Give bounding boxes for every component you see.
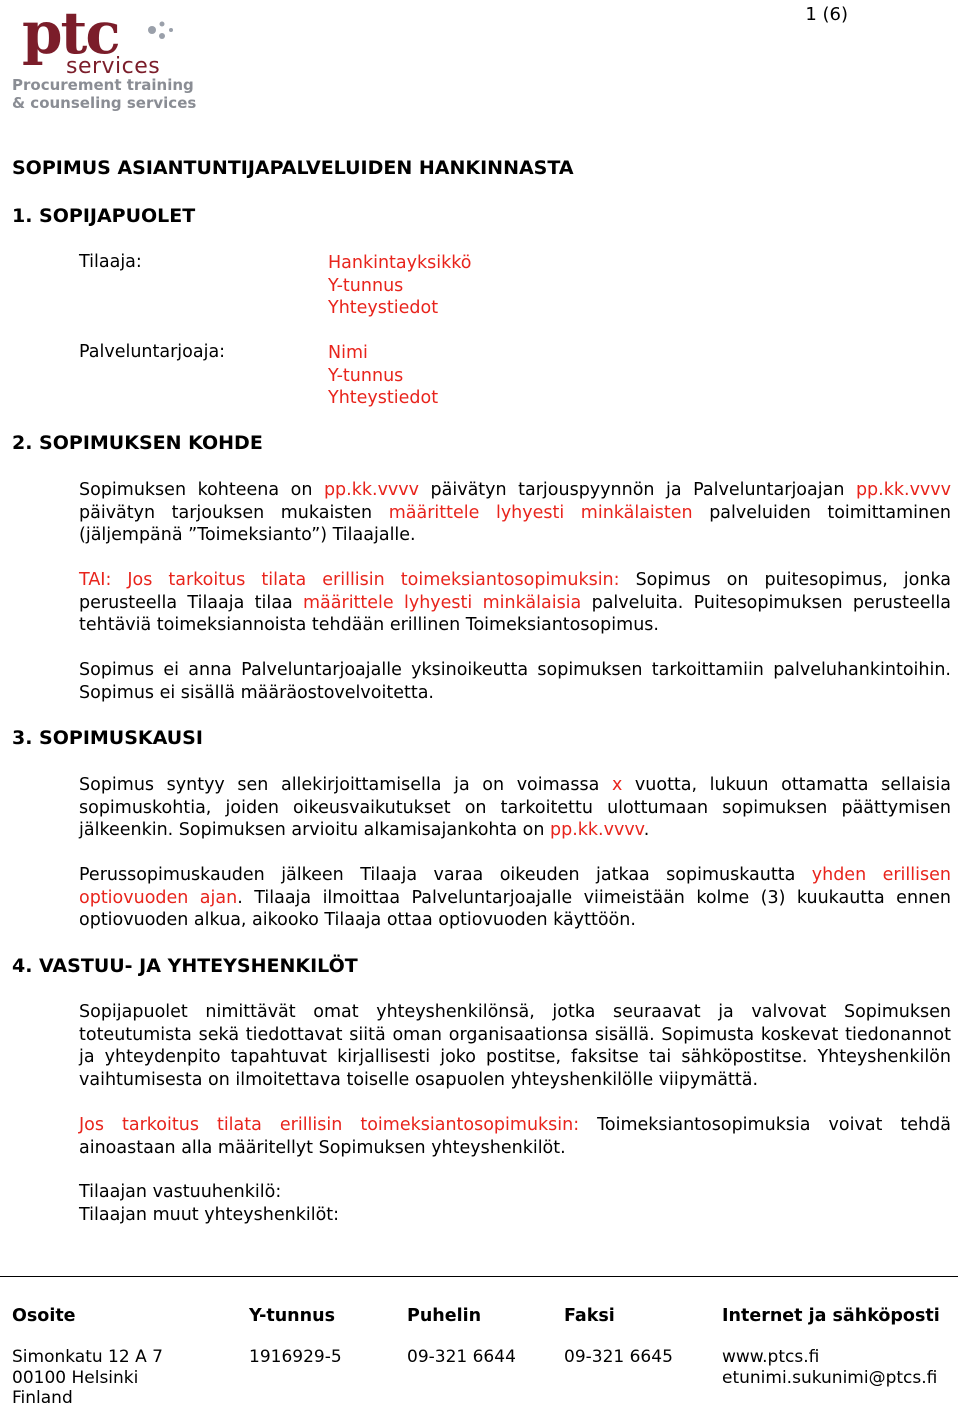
placeholder-text: määrittele lyhyesti minkälaisia: [303, 592, 582, 613]
footer-email-link[interactable]: etunimi.sukunimi@ptcs.fi: [722, 1367, 938, 1388]
logo-subtitle: services: [66, 54, 161, 79]
placeholder-date: pp.kk.vvvv: [323, 480, 419, 500]
placeholder-date: pp.kk.vvvv: [550, 820, 644, 840]
tilaaja-label: Tilaaja:: [79, 252, 142, 272]
text: päivätyn tarjouksen mukaisten: [79, 502, 389, 523]
palveluntarjoaja-value: Y-tunnus: [328, 365, 404, 386]
section-2-paragraph-2: [79, 569, 951, 637]
footer-internet: [722, 1347, 937, 1388]
tilaaja-value: Yhteystiedot: [328, 298, 439, 318]
logo-wordmark: ptc: [22, 0, 119, 67]
footer-ytunnus-label: Y-tunnus: [249, 1306, 335, 1326]
section-4-paragraph-1: Sopijapuolet nimittävät omat yhteyshenkilönsä, jotka seuraavat ja valvovat Sopimuksen toteutumista sekä tiedottavat siitä oman organisaationsa sisällä. Sopimusta koskevat tiedonannot ja yhteydenpito tapahtuvat kirjallisesti joko postitse, faksitse tai sähköpostitse. Yhteyshenkilön vaihtumisesta on ilmoitettava toiselle osapuolen yhteyshenkilölle viipymättä.: [79, 1002, 951, 1090]
footer-ytunnus-value: 1916929-5: [249, 1347, 342, 1367]
section-2-paragraph-3: Sopimus ei anna Palveluntarjoajalle yksinoikeutta sopimuksen tarkoittamiin palveluhankintoihin. Sopimus ei sisällä määräostovelvoitetta.: [79, 660, 951, 703]
text: Sopimus on puitesopimus, jonka perusteella Tilaaja tilaa: [79, 570, 951, 613]
footer-website-link[interactable]: www.ptcs.fi: [722, 1347, 820, 1367]
document-title: SOPIMUS ASIANTUNTIJAPALVELUIDEN HANKINNASTA: [12, 157, 574, 179]
footer-address-line: 00100 Helsinki: [12, 1367, 139, 1388]
footer-phone-label: Puhelin: [407, 1306, 482, 1326]
section-4-heading: 4. VASTUU- JA YHTEYSHENKILÖT: [12, 955, 358, 977]
section-1-heading: 1. SOPIJAPUOLET: [12, 205, 196, 227]
page-number: 1 (6): [805, 4, 848, 25]
text: päivätyn tarjouspyynnön ja Palveluntarjoajan: [419, 480, 856, 500]
text: vuotta, lukuun ottamatta sellaisia sopimuskohtia, joiden oikeusvaikutukset on tarkoitettu ulottumaan sopimuksen päättymisen jälkeenkin. Sopimuksen arvioitu alkamisajankohta on: [79, 775, 951, 840]
text: Sopimuksen kohteena on: [79, 480, 324, 500]
placeholder-date: pp.kk.vvvv: [855, 480, 951, 500]
conditional-note: TAI: Jos tarkoitus tilata erillisin toimeksiantosopimuksin:: [79, 570, 620, 590]
footer-address: [12, 1347, 163, 1409]
footer-fax-value: 09-321 6645: [564, 1347, 673, 1367]
palveluntarjoaja-label: Palveluntarjoaja:: [79, 342, 226, 362]
footer-address-label: Osoite: [12, 1306, 76, 1326]
section-2-paragraph-1: [79, 479, 951, 547]
placeholder-text: määrittele lyhyesti minkälaisten: [388, 502, 693, 523]
footer-internet-label: Internet ja sähköposti: [722, 1306, 940, 1326]
section-3-heading: 3. SOPIMUSKAUSI: [12, 727, 203, 749]
footer-fax-label: Faksi: [564, 1306, 615, 1326]
section-4-paragraph-2: [79, 1114, 951, 1159]
conditional-note: Jos tarkoitus tilata erillisin toimeksiantosopimuksin:: [79, 1115, 580, 1135]
text: Sopimus syntyy sen allekirjoittamisella ja on voimassa: [79, 775, 612, 795]
text: .: [643, 820, 650, 840]
text: palveluiden toimittaminen (jäljempänä ”Toimeksianto”) Tilaajalle.: [79, 502, 951, 545]
company-logo: [12, 0, 202, 112]
text: Perussopimuskauden jälkeen Tilaaja varaa oikeuden jatkaa sopimuskautta: [79, 865, 812, 885]
contact-person-line: Tilaajan vastuuhenkilö:: [79, 1182, 282, 1202]
placeholder-years: x: [611, 775, 623, 795]
palveluntarjoaja-value: Yhteystiedot: [328, 388, 439, 408]
footer-phone-value: 09-321 6644: [407, 1347, 516, 1367]
text: Toimeksiantosopimuksia voivat tehdä ainoastaan alla määritellyt Sopimuksen yhteyshenkilöt.: [79, 1115, 951, 1158]
palveluntarjoaja-value: Nimi: [328, 343, 368, 363]
section-2-heading: 2. SOPIMUKSEN KOHDE: [12, 432, 263, 454]
section-3-paragraph-2: [79, 864, 951, 932]
footer-divider: [0, 1276, 958, 1277]
text: . Tilaaja ilmoittaa Palveluntarjoajalle viimeistään kolme (3) kuukautta ennen optiovuoden alkua, aikooko Tilaaja ottaa optiovuoden käyttöön.: [79, 887, 951, 930]
logo-tagline-1: Procurement training: [12, 76, 194, 94]
section-3-paragraph-1: [79, 774, 951, 842]
text: palveluita. Puitesopimuksen perusteella tehtäviä toimeksiannoista tehdään erillinen Toimeksiantosopimus.: [79, 592, 951, 635]
other-contacts-line: Tilaajan muut yhteyshenkilöt:: [79, 1205, 340, 1225]
logo-dots-icon: [140, 20, 180, 56]
tilaaja-value: Hankintayksikkö: [328, 253, 472, 273]
logo-tagline-2: & counseling services: [12, 94, 197, 112]
tilaaja-values: [328, 252, 471, 320]
footer-address-line: Finland: [12, 1388, 73, 1408]
footer-address-line: Simonkatu 12 A 7: [12, 1347, 163, 1367]
tilaaja-value: Y-tunnus: [328, 275, 404, 296]
placeholder-option: yhden erillisen optiovuoden ajan: [79, 865, 951, 908]
palveluntarjoaja-values: [328, 342, 438, 410]
